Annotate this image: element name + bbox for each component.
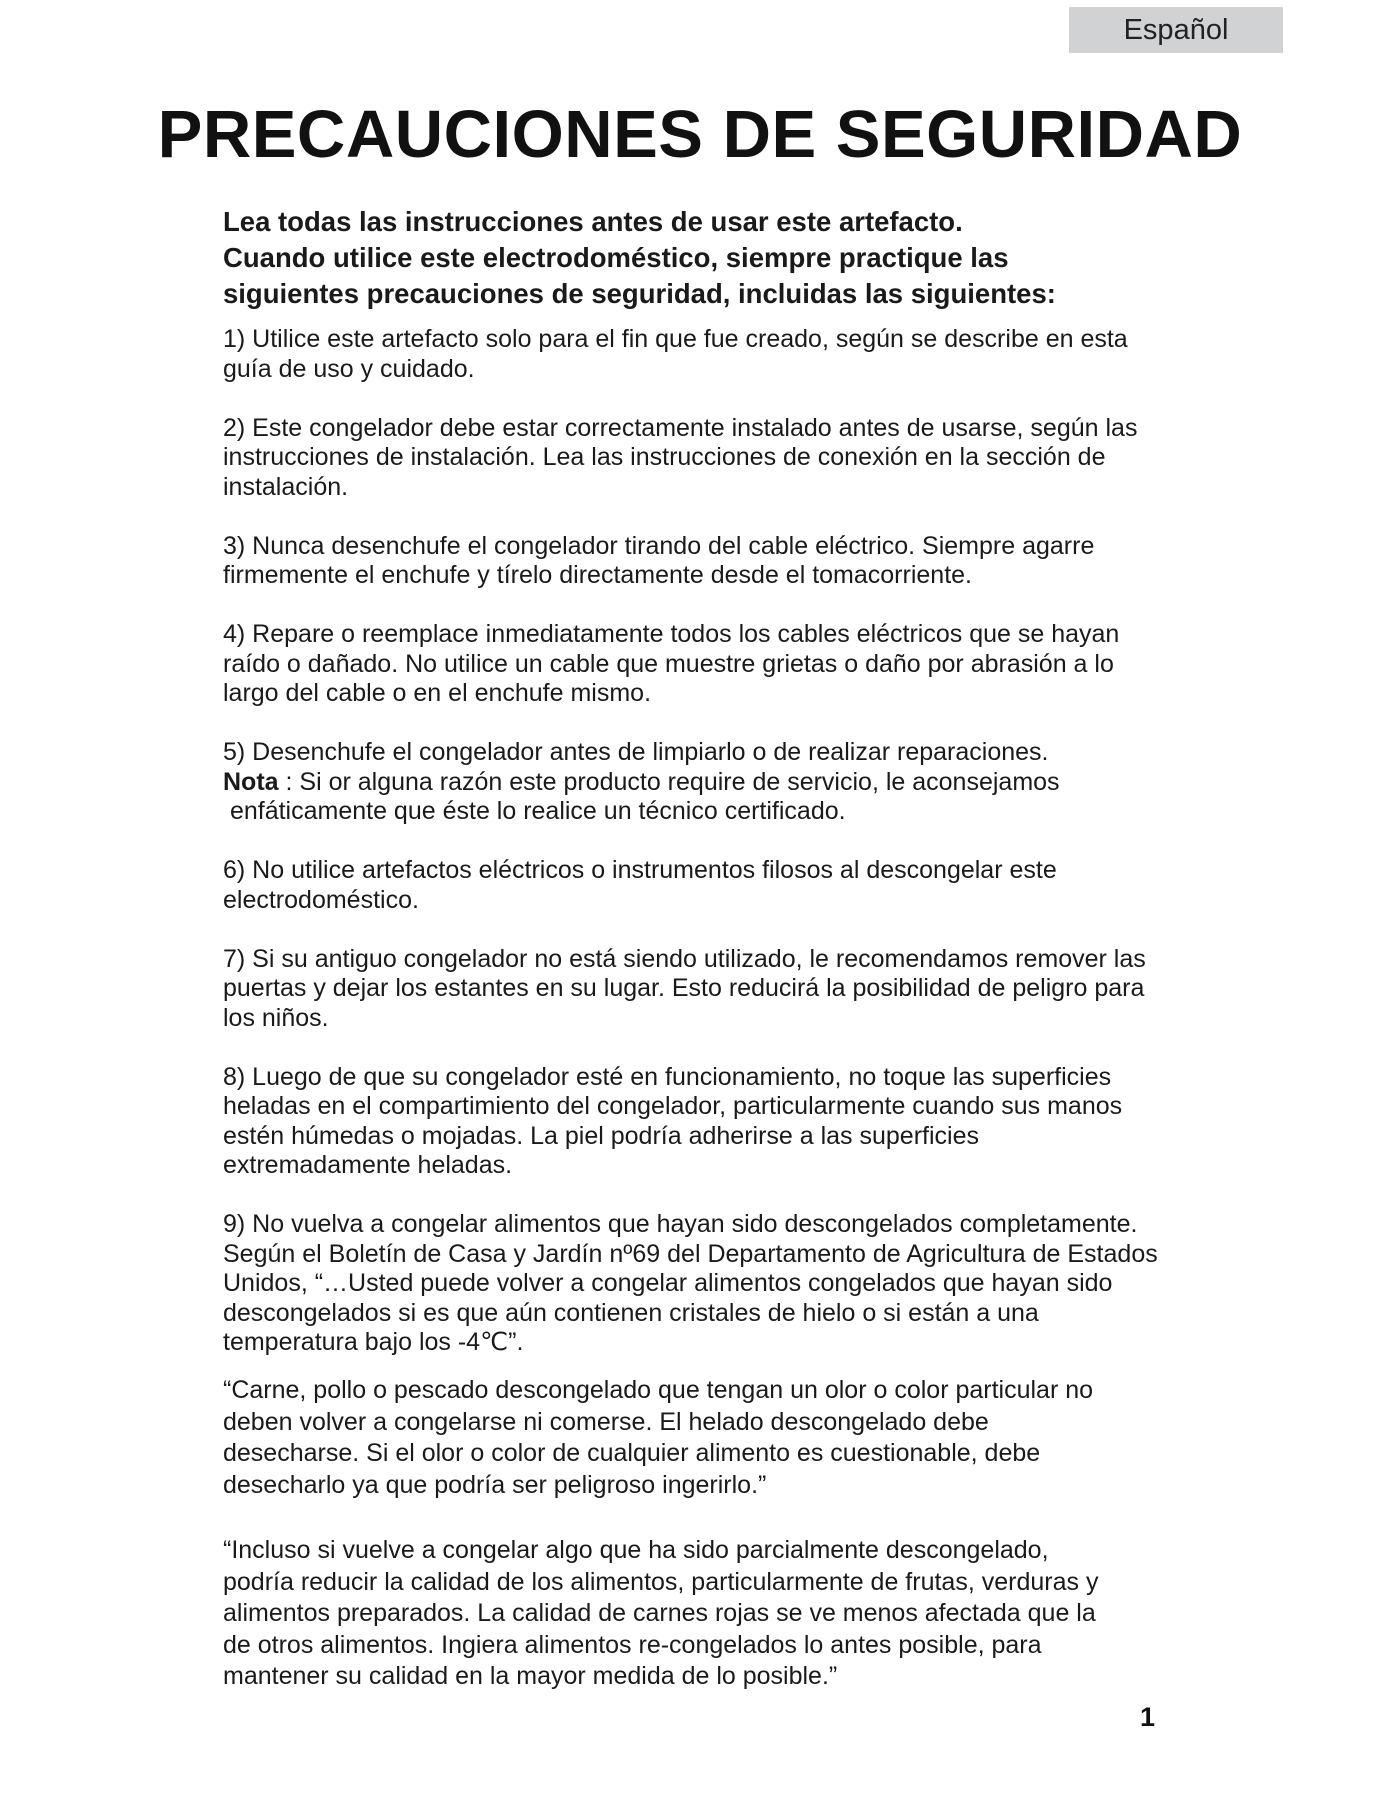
note-line: enfáticamente que éste lo realice un técnico certificado. <box>223 797 846 825</box>
quote-line: “Carne, pollo o pescado descongelado que tengan un olor o color particular no <box>223 1376 1094 1404</box>
precaution-item-2 <box>223 414 1233 503</box>
precaution-item-4 <box>223 620 1233 709</box>
note-text: : Si or alguna razón este producto require de servicio, le aconsejamos <box>278 767 1060 796</box>
quote-line: podría reducir la calidad de los alimentos, particularmente de frutas, verduras y <box>223 1567 1099 1596</box>
precaution-item-5 <box>223 738 1233 827</box>
intro-line: siguientes precauciones de seguridad, incluidas las siguientes: <box>223 278 1056 309</box>
intro-line: Lea todas las instrucciones antes de usar este artefacto. <box>223 206 963 237</box>
precaution-line: 8) Luego de que su congelador esté en funcionamiento, no toque las superficies <box>223 1062 1112 1091</box>
precaution-line: 2) Este congelador debe estar correctamente instalado antes de usarse, según las <box>223 413 1138 442</box>
intro-line: Cuando utilice este electrodoméstico, siempre practique las <box>223 242 1009 273</box>
precaution-line: 4) Repare o reemplace inmediatamente todos los cables eléctricos que se hayan <box>223 620 1120 648</box>
quote-paragraph-2 <box>223 1535 1233 1693</box>
note-label: Nota <box>223 767 279 796</box>
precaution-item-8 <box>223 1063 1233 1181</box>
precaution-item-3 <box>223 532 1233 591</box>
intro-paragraph <box>223 204 1223 312</box>
precaution-line: descongelados si es que aún contienen cristales de hielo o si están a una <box>223 1298 1039 1327</box>
precautions-list <box>223 325 1233 1387</box>
precaution-line: 9) No vuelva a congelar alimentos que hayan sido descongelados completamente. <box>223 1210 1138 1238</box>
quote-line: desecharlo ya que podría ser peligroso ingerirlo.” <box>223 1470 767 1499</box>
precaution-line: instalación. <box>223 472 349 501</box>
precaution-line: estén húmedas o mojadas. La piel podría adherirse a las superficies <box>223 1121 979 1150</box>
quote-line: alimentos preparados. La calidad de carnes rojas se ve menos afectada que la <box>223 1599 1096 1627</box>
precaution-line: puertas y dejar los estantes en su lugar. Esto reducirá la posibilidad de peligro para <box>223 974 1145 1002</box>
precaution-line: extremadamente heladas. <box>223 1151 513 1179</box>
precaution-line: electrodoméstico. <box>223 885 419 914</box>
precaution-line: heladas en el compartimiento del congelador, particularmente cuando sus manos <box>223 1092 1123 1120</box>
quote-line: “Incluso si vuelve a congelar algo que ha sido parcialmente descongelado, <box>223 1536 1049 1564</box>
page-title: PRECAUCIONES DE SEGURIDAD <box>157 97 1243 172</box>
precaution-line: los niños. <box>223 1003 329 1032</box>
precaution-line: firmemente el enchufe y tírelo directamente desde el tomacorriente. <box>223 561 972 589</box>
quote-line: de otros alimentos. Ingiera alimentos re-congelados lo antes posible, para <box>223 1630 1042 1659</box>
precaution-line: temperatura bajo los -4℃”. <box>223 1328 524 1356</box>
precaution-line: 1) Utilice este artefacto solo para el fin que fue creado, según se describe en esta <box>223 325 1128 353</box>
precaution-line: Unidos, “…Usted puede volver a congelar alimentos congelados que hayan sido <box>223 1269 1113 1297</box>
precaution-item-7 <box>223 945 1233 1034</box>
language-tab-label: Español <box>1123 13 1229 46</box>
precaution-item-9 <box>223 1210 1233 1358</box>
quote-line: mantener su calidad en la mayor medida de lo posible.” <box>223 1662 838 1690</box>
precaution-line: largo del cable o en el enchufe mismo. <box>223 679 652 707</box>
language-tab <box>1069 7 1283 53</box>
page-number: 1 <box>1140 1702 1156 1732</box>
precaution-line: Según el Boletín de Casa y Jardín nº69 del Departamento de Agricultura de Estados <box>223 1239 1158 1268</box>
precaution-item-6 <box>223 856 1233 915</box>
precaution-line: 3) Nunca desenchufe el congelador tirando del cable eléctrico. Siempre agarre <box>223 531 1095 560</box>
precaution-item-1 <box>223 325 1233 384</box>
precaution-line: raído o dañado. No utilice un cable que muestre grietas o daño por abrasión a lo <box>223 649 1114 678</box>
quote-paragraph-1 <box>223 1375 1233 1501</box>
precaution-line: 7) Si su antiguo congelador no está siendo utilizado, le recomendamos remover las <box>223 944 1146 973</box>
precaution-line: guía de uso y cuidado. <box>223 354 475 383</box>
quote-line: desecharse. Si el olor o color de cualquier alimento es cuestionable, debe <box>223 1439 1041 1467</box>
precaution-line: 5) Desenchufe el congelador antes de limpiarlo o de realizar reparaciones. <box>223 738 1049 766</box>
precaution-line: instrucciones de instalación. Lea las instrucciones de conexión en la sección de <box>223 443 1106 471</box>
precaution-line: 6) No utilice artefactos eléctricos o instrumentos filosos al descongelar este <box>223 856 1057 884</box>
note-line <box>223 768 1233 798</box>
quote-line: deben volver a congelarse ni comerse. El helado descongelado debe <box>223 1407 989 1436</box>
